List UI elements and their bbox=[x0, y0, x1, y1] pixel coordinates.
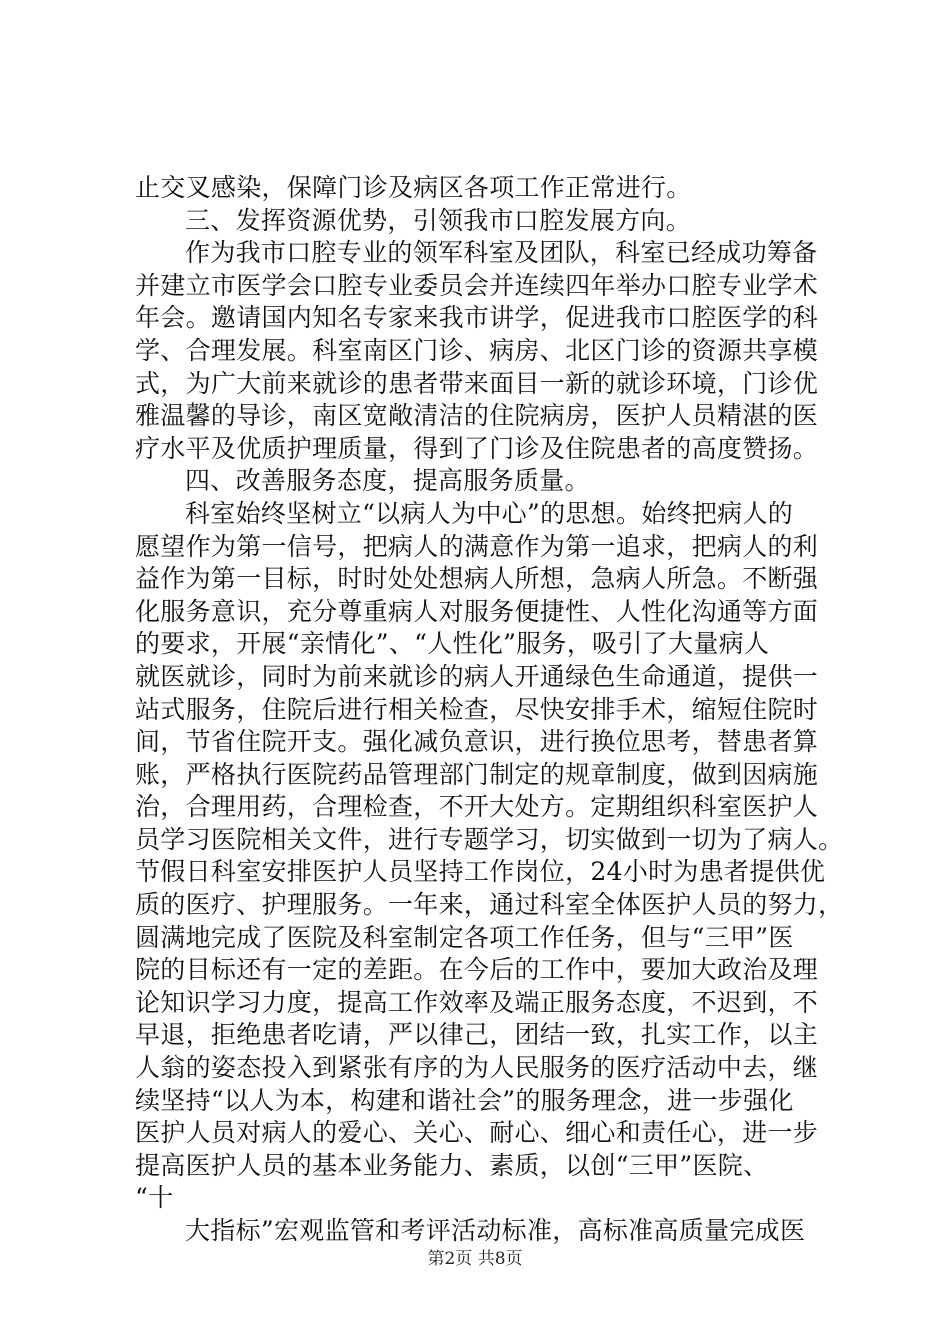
text-line: 医护人员对病人的爱心、关心、耐心、细心和责任心，进一步 bbox=[135, 1118, 819, 1148]
text-line: 愿望作为第一信号，把病人的满意作为第一追求，把病人的利 bbox=[135, 531, 819, 561]
text-line: 止交叉感染，保障门诊及病区各项工作正常进行。 bbox=[135, 173, 692, 202]
text-line: 早退，拒绝患者吃请，严以律己，团结一致，扎实工作，以主 bbox=[135, 1020, 819, 1050]
text-line: 人翁的姿态投入到紧张有序的为人民服务的医疗活动中去，继 bbox=[135, 1053, 819, 1083]
page-footer: 第2页 共8页 bbox=[427, 1249, 523, 1269]
text-line: 三、发挥资源优势，引领我市口腔发展方向。 bbox=[185, 205, 692, 235]
text-line: 大指标”宏观监管和考评活动标准，高标准高质量完成医 bbox=[185, 1216, 806, 1245]
text-line: 的要求，开展“亲情化”、“人性化”服务，吸引了大量病人 bbox=[135, 629, 770, 659]
text-line: 学、合理发展。科室南区门诊、病房、北区门诊的资源共享模 bbox=[135, 335, 819, 365]
text-line: 提高医护人员的基本业务能力、素质，以创“三甲”医院、 bbox=[135, 1150, 769, 1180]
text-line: 并建立市医学会口腔专业委员会并连续四年举办口腔专业学术 bbox=[135, 270, 819, 300]
text-line: 圆满地完成了医院及科室制定各项工作任务，但与“三甲”医 bbox=[135, 922, 794, 952]
text-line: 员学习医院相关文件，进行专题学习，切实做到一切为了病人。 bbox=[135, 824, 844, 854]
text-line: 站式服务，住院后进行相关检查，尽快安排手术，缩短住院时 bbox=[135, 694, 819, 724]
text-line: 作为我市口腔专业的领军科室及团队，科室已经成功筹备 bbox=[185, 238, 818, 268]
text-line: 节假日科室安排医护人员坚持工作岗位，24小时为患者提供优 bbox=[135, 857, 826, 887]
text-line: 续坚持“以人为本，构建和谐社会”的服务理念，进一步强化 bbox=[135, 1085, 794, 1115]
text-line: 雅温馨的导诊，南区宽敞清洁的住院病房，医护人员精湛的医 bbox=[135, 401, 819, 431]
text-line: 间，节省住院开支。强化减负意识，进行换位思考，替患者算 bbox=[135, 727, 819, 757]
text-line: “十 bbox=[135, 1183, 174, 1213]
text-line: 益作为第一目标，时时处处想病人所想，急病人所急。不断强 bbox=[135, 564, 819, 594]
text-line: 质的医疗、护理服务。一年来，通过科室全体医护人员的努力， bbox=[135, 890, 844, 920]
text-line: 治，合理用药，合理检查，不开大处方。定期组织科室医护人 bbox=[135, 792, 819, 822]
text-line: 院的目标还有一定的差距。在今后的工作中，要加大政治及理 bbox=[135, 955, 819, 985]
text-line: 年会。邀请国内知名专家来我市讲学，促进我市口腔医学的科 bbox=[135, 303, 819, 333]
text-line: 科室始终坚树立“以病人为中心”的思想。始终把病人的 bbox=[185, 498, 794, 528]
text-line: 四、改善服务态度，提高服务质量。 bbox=[185, 466, 590, 496]
document-body bbox=[135, 172, 844, 1248]
text-line: 式，为广大前来就诊的患者带来面目一新的就诊环境，门诊优 bbox=[135, 368, 819, 398]
text-line: 论知识学习力度，提高工作效率及端正服务态度，不迟到，不 bbox=[135, 987, 819, 1017]
text-line: 疗水平及优质护理质量，得到了门诊及住院患者的高度赞扬。 bbox=[135, 433, 819, 463]
text-line: 账，严格执行医院药品管理部门制定的规章制度，做到因病施 bbox=[135, 759, 819, 789]
text-line: 就医就诊，同时为前来就诊的病人开通绿色生命通道，提供一 bbox=[135, 661, 819, 691]
text-line: 化服务意识，充分尊重病人对服务便捷性、人性化沟通等方面 bbox=[135, 596, 819, 626]
